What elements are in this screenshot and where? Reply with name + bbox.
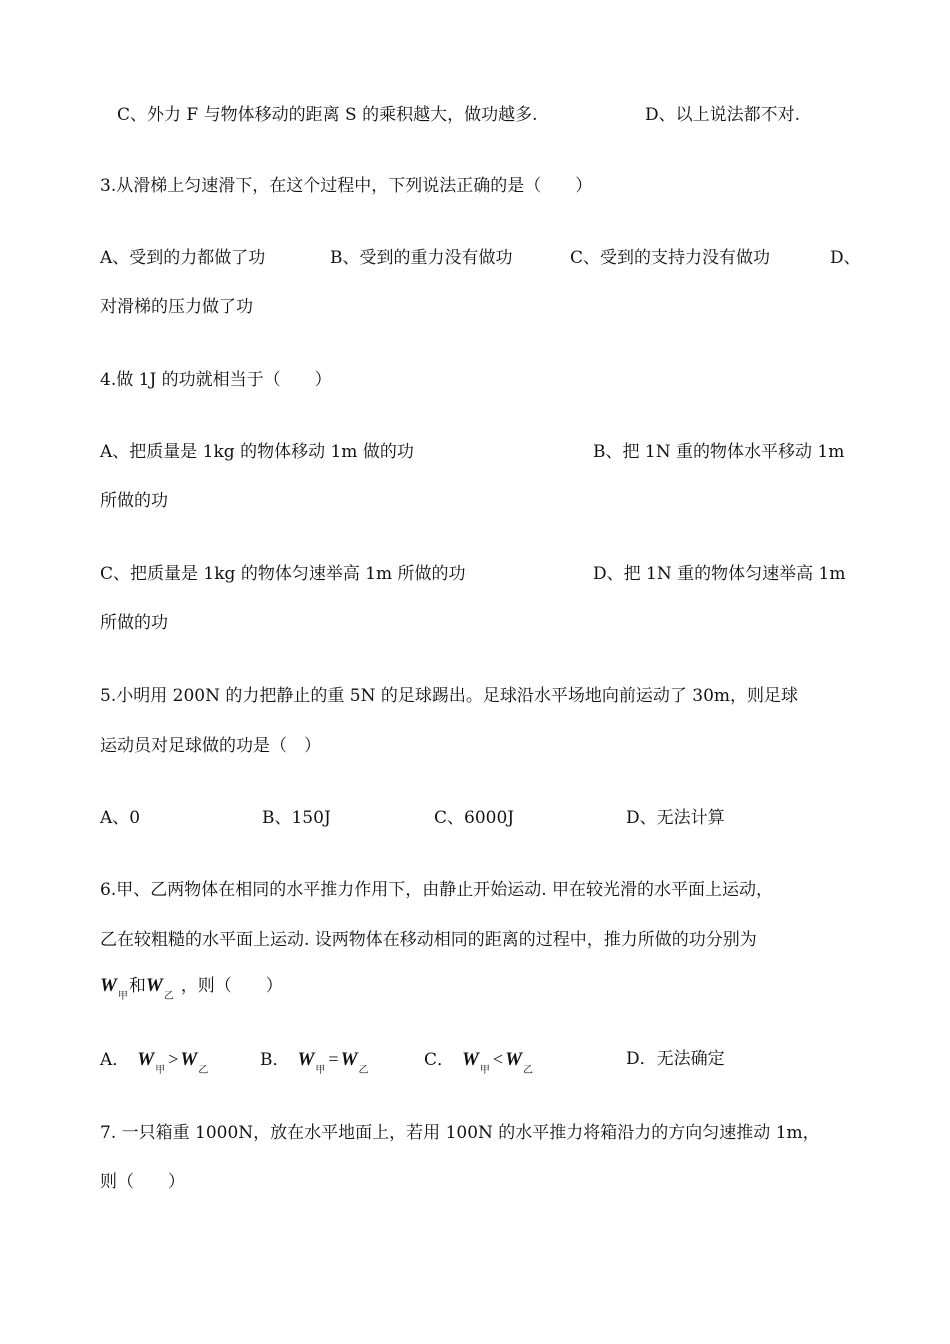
q6-option-b-prefix: B．	[260, 1050, 290, 1070]
q5-stem-line2: 运动员对足球做的功是（ ）	[100, 736, 321, 756]
q5-option-a: A、0	[100, 808, 141, 828]
work-symbol-w-jia: W	[297, 1049, 315, 1070]
q3-stem: 3.从滑梯上匀速滑下，在这个过程中，下列说法正确的是（ ）	[100, 176, 593, 196]
q6-stem-line1: 6.甲、乙两物体在相同的水平推力作用下，由静止开始运动. 甲在较光滑的水平面上运动，	[100, 880, 774, 900]
q3-option-d-continued: 对滑梯的压力做了功	[100, 297, 253, 317]
subscript-jia: 甲	[155, 1065, 166, 1076]
q3-option-d: D、	[830, 248, 861, 268]
q2-option-d: D、以上说法都不对.	[645, 105, 801, 125]
subscript-jia: 甲	[117, 991, 128, 1002]
subscript-yi: 乙	[522, 1065, 533, 1076]
q5-stem-line1: 5.小明用 200N 的力把静止的重 5N 的足球踢出。足球沿水平场地向前运动了 30m，则足球	[100, 686, 799, 706]
q6-stem-line2: 乙在较粗糙的水平面上运动. 设两物体在移动相同的距离的过程中，推力所做的功分别为	[100, 930, 757, 950]
subscript-jia: 甲	[315, 1065, 326, 1076]
q4-option-c: C、把质量是 1kg 的物体匀速举高 1m 所做的功	[100, 564, 466, 584]
work-symbol-w-yi: W	[340, 1049, 358, 1070]
work-symbol-w-yi: W	[145, 975, 163, 996]
q6-option-d: D．无法确定	[626, 1049, 725, 1069]
subscript-yi: 乙	[198, 1065, 209, 1076]
work-symbol-w-jia: W	[100, 975, 117, 996]
q3-option-a: A、受到的力都做了功	[100, 248, 266, 268]
less-than-sign: <	[492, 1049, 504, 1069]
q5-option-c: C、6000J	[434, 808, 515, 828]
q3-option-b: B、受到的重力没有做功	[330, 248, 513, 268]
q3-option-c: C、受到的支持力没有做功	[570, 248, 771, 268]
equals-sign: =	[328, 1049, 339, 1069]
q6-stem-line3	[100, 974, 283, 1001]
q4-option-b-continued: 所做的功	[100, 491, 168, 511]
work-symbol-w-yi: W	[180, 1049, 198, 1070]
q4-option-d-continued: 所做的功	[100, 613, 168, 633]
work-symbol-w-jia: W	[137, 1049, 155, 1070]
work-symbol-w-yi: W	[505, 1049, 522, 1070]
q4-option-b: B、把 1N 重的物体水平移动 1m	[593, 442, 845, 462]
q4-stem: 4.做 1J 的功就相当于（ ）	[100, 370, 332, 390]
greater-than-sign: >	[168, 1049, 179, 1069]
q5-option-d: D、无法计算	[626, 808, 725, 828]
q6-option-a-prefix: A．	[100, 1050, 130, 1070]
q6-then: ，则（ ）	[180, 976, 283, 996]
q6-option-a	[100, 1047, 209, 1075]
q2-option-c: C、外力 F 与物体移动的距离 S 的乘积越大，做功越多.	[117, 105, 538, 125]
q6-option-c	[424, 1047, 534, 1075]
q7-stem-line1: 7. 一只箱重 1000N，放在水平地面上，若用 100N 的水平推力将箱沿力的方向匀速推动 1m，	[100, 1123, 820, 1143]
q4-option-d: D、把 1N 重的物体匀速举高 1m	[593, 564, 846, 584]
q5-option-b: B、150J	[262, 808, 331, 828]
q4-option-a: A、把质量是 1kg 的物体移动 1m 做的功	[100, 442, 414, 462]
q6-option-c-prefix: C．	[424, 1050, 455, 1070]
subscript-yi: 乙	[163, 991, 174, 1002]
subscript-jia: 甲	[479, 1065, 490, 1076]
q7-stem-line2: 则（ ）	[100, 1172, 185, 1192]
work-symbol-w-jia: W	[462, 1049, 479, 1070]
q6-and: 和	[128, 976, 146, 996]
subscript-yi: 乙	[358, 1065, 369, 1076]
q6-option-b	[260, 1047, 369, 1075]
